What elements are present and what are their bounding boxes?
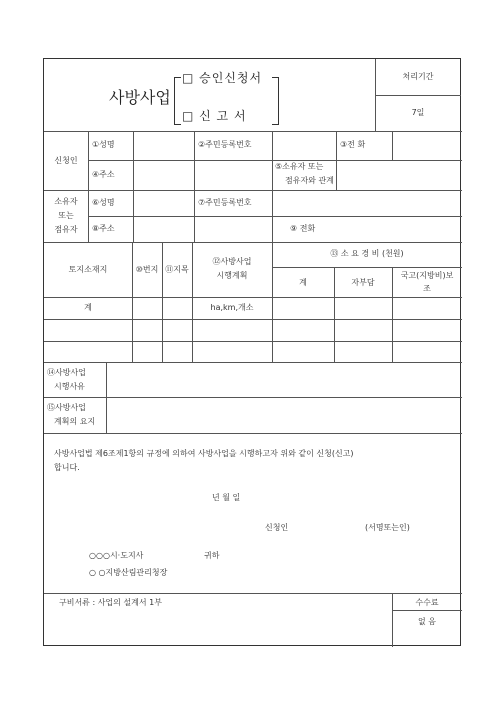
cost-gov-header-2: 조 — [423, 284, 431, 293]
land-row-1[interactable] — [44, 320, 462, 340]
project-plan-header: ⑫사방사업 — [212, 257, 252, 266]
fee-label: 수수료 — [415, 598, 439, 607]
owner-address-label: ⑧주소 — [92, 224, 115, 233]
land-row-2[interactable] — [44, 342, 462, 361]
owner-rrn-label: ⑦주민등록번호 — [198, 198, 252, 207]
owner-phone-label: ⑨ 전화 — [290, 224, 316, 233]
title-bracket-left — [174, 77, 181, 125]
owner-rrn-field[interactable] — [273, 191, 461, 215]
owner-name-label: ⑥성명 — [92, 198, 115, 207]
reason-label-2: 시행사유 — [54, 382, 85, 391]
cost-total-header: 계 — [299, 278, 307, 287]
applicant-relation-label: ⑤소유자 또는 — [275, 162, 324, 171]
required-cost-header: ⑬ 소 요 경 비 (천원) — [330, 249, 404, 258]
title-bracket-right — [272, 77, 279, 125]
plan-units-label: ha,km,개소 — [210, 303, 254, 312]
statement-text: 사방사업법 제6조제1항의 규정에 의하여 사방사업을 시행하고자 위와 같이 신청(신고) — [54, 449, 354, 458]
applicant-relation-label-2: 점유자와 관계 — [285, 176, 334, 185]
recipient-honorific: 귀하 — [204, 551, 220, 560]
applicant-name-label: ①성명 — [92, 140, 115, 149]
statement-text-2: 합니다. — [54, 463, 80, 472]
summary-field[interactable] — [107, 398, 461, 432]
applicant-phone-label: ③전 화 — [340, 140, 366, 149]
application-form — [43, 58, 461, 646]
reason-label: ⑭사방사업 — [47, 368, 86, 377]
cost-gov-header: 국고(지방비)보 — [400, 271, 454, 280]
applicant-phone-field[interactable] — [393, 132, 461, 159]
applicant-rrn-field[interactable] — [273, 132, 335, 159]
owner-phone-field[interactable] — [273, 217, 461, 241]
applicant-relation-field[interactable] — [337, 161, 461, 189]
summary-label-2: 계획의 요지 — [54, 417, 96, 426]
owner-name-field[interactable] — [134, 191, 193, 215]
owner-section-label-2: 또는 — [58, 211, 74, 220]
option-report[interactable]: □ 신 고 서 — [182, 109, 247, 123]
lot-number-header: ⑩번지 — [135, 265, 159, 274]
processing-period-value: 7일 — [411, 108, 425, 117]
summary-label: ⑮사방사업 — [47, 403, 86, 412]
date-line[interactable]: 년 월 일 — [212, 493, 241, 502]
form-title: 사방사업 — [109, 88, 171, 107]
applicant-rrn-label: ②주민등록번호 — [198, 140, 252, 149]
land-category-header: ⑪지목 — [165, 265, 189, 274]
cost-self-header: 자부담 — [351, 278, 375, 287]
processing-period-label: 처리기간 — [402, 72, 434, 81]
required-documents: 구비서류 : 사업의 설계서 1부 — [59, 598, 162, 607]
land-location-header: 토지소재지 — [68, 265, 108, 274]
applicant-address-label: ④주소 — [92, 170, 115, 179]
owner-section-label-3: 점유자 — [54, 225, 78, 234]
applicant-section-label: 신청인 — [54, 156, 78, 165]
reason-field[interactable] — [107, 363, 461, 396]
recipient-governor: ○○○시·도지사 — [89, 551, 144, 560]
signature-placeholder[interactable]: (서명또는인) — [365, 523, 410, 532]
owner-section-label-1: 소유자 — [54, 197, 78, 206]
fee-value: 없 음 — [418, 617, 436, 626]
land-total-label: 계 — [84, 303, 92, 312]
option-approval-application[interactable]: □ 승인신청서 — [182, 71, 263, 85]
project-plan-header-2: 시행계획 — [216, 271, 248, 280]
owner-address-field[interactable] — [134, 217, 271, 241]
recipient-forest-office: ○ ○지방산림관리청장 — [89, 568, 168, 577]
applicant-signature-label: 신청인 — [265, 523, 289, 532]
